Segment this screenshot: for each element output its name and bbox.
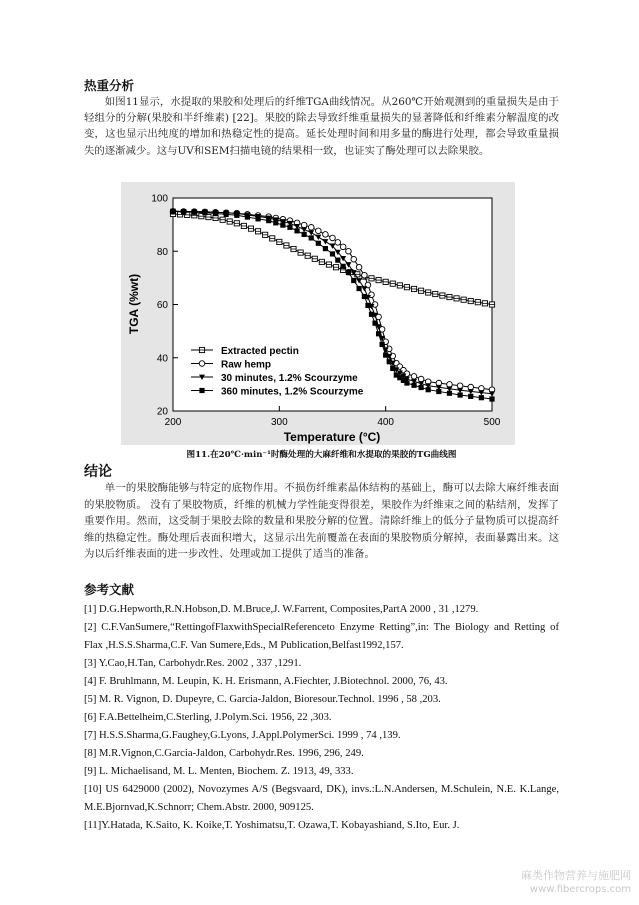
data-point: [404, 380, 409, 385]
data-point: [181, 209, 186, 214]
reference-item: [2] C.F.VanSumere,“RettingofFlaxwithSpecialReferenceto Enzyme Retting”,in: The Biology and Retting of Flax ,H.S.S.Sharma,C.F. Van Sumere,Eds., M Publication,Belfast1992,157.: [84, 622, 559, 651]
data-point: [479, 395, 484, 400]
data-point: [376, 331, 381, 336]
data-point: [468, 394, 473, 399]
data-point: [192, 210, 197, 215]
data-point: [436, 389, 441, 394]
reference-item: [4] F. Bruhlmann, M. Leupin, K. H. Erismann, A.Fiechter, J.Biotechnol. 2000, 76, 43.: [84, 676, 448, 687]
reference-item: [8] M.R.Vignon,C.Garcia-Jaldon, Carbohydr.Res. 1996, 296, 249.: [84, 748, 364, 759]
data-point: [457, 383, 463, 389]
data-point: [213, 211, 218, 216]
data-point: [447, 391, 452, 396]
y-tick-label: 80: [156, 246, 168, 258]
data-point: [411, 383, 416, 388]
watermark-site-name: 麻类作物营养与施肥网: [521, 869, 631, 882]
data-point: [419, 385, 424, 390]
reference-item: [9] L. Michaelisand, M. L. Menten, Biochem. Z. 1913, 49, 333.: [84, 766, 354, 777]
data-point: [356, 286, 361, 291]
data-point: [224, 212, 229, 217]
data-point: [255, 216, 260, 221]
y-tick-label: 60: [156, 300, 168, 311]
section-heading-conclusion: 结论: [84, 464, 112, 480]
site-watermark: [521, 869, 631, 897]
data-point: [199, 388, 204, 393]
tga-figure: [121, 182, 515, 445]
legend-label: 360 minutes, 1.2% Scourzyme: [221, 386, 364, 398]
tga-chart: [121, 182, 515, 445]
data-point: [362, 272, 368, 278]
reference-item: [10] US 6429000 (2002), Novozymes A/S (Begsvaard, DK), invs.:L.N.Andersen, M.Schulein, N.E. K.Lange, M.E.Bjornvad,K.Schnorr; Chem.Abstr. 2000, 909125.: [84, 784, 559, 813]
data-point: [346, 270, 351, 275]
data-point: [294, 228, 299, 233]
data-point: [390, 366, 395, 371]
data-point: [202, 210, 207, 215]
legend-label: Raw hemp: [221, 359, 272, 371]
x-axis-label: Temperature (°C): [283, 430, 381, 444]
reference-item: [3] Y.Cao,H.Tan, Carbohydr.Res. 2002 , 337 ,1291.: [84, 658, 302, 669]
data-point: [411, 374, 417, 380]
data-point: [330, 251, 335, 256]
y-tick-label: 40: [156, 353, 168, 365]
data-point: [458, 392, 463, 397]
data-point: [346, 248, 352, 254]
data-point: [287, 225, 292, 230]
data-point: [426, 387, 431, 392]
data-point: [266, 218, 271, 223]
data-point: [309, 235, 314, 240]
data-point: [273, 220, 278, 225]
data-point: [199, 361, 205, 367]
data-point: [316, 241, 321, 246]
legend-label: 30 minutes, 1.2% Scourzyme: [221, 373, 358, 384]
conclusion-paragraph: 单一的果胶酶能够与特定的底物作用。不损伤纤维素晶体结构的基础上，酶可以去除大麻纤维表面的果胶物质。 没有了果胶物质，纤维的机械力学性能变得很差，果胶作为纤维束之间的粘结剂，发挥了重要作用。然而，这受制于果胶去除的数量和果胶分解的位置。清除纤维上的低分子量物质可以提高纤维的热稳定性。酶处理后表面积增大，这显示出先前覆盖在表面的果胶物质分解掉，表面暴露出来。这为以后纤维表面的进一步改性、处理或加工提供了适当的准备。: [84, 482, 559, 561]
reference-list: [84, 601, 559, 835]
x-tick-label: 200: [164, 417, 182, 428]
section-heading-references: 参考文献: [84, 582, 135, 597]
data-point: [301, 222, 307, 228]
tga-paragraph: 如图11显示，水提取的果胶和处理后的纤维TGA曲线情况。从260℃开始观测到的重量损失是由于轻组分的分解(果胶和半纤维素) [22]。果胶的除去导致纤维重量损失的显著降低和纤维素分解温度的改变，这也显示出纯度的增加和热稳定性的提高。延长处理时间和用多量的酶进行处理，都会导致重量损失的逐渐减少。这与UV和SEM扫描电镜的结果相一致，也证实了酶处理可以去除果胶。: [84, 96, 559, 157]
figure-caption: 图11.在20℃·min⁻¹时酶处理的大麻纤维和水提取的果胶的TG曲线图: [186, 450, 457, 460]
data-point: [170, 209, 175, 214]
data-point: [280, 222, 285, 227]
reference-item: [5] M. R. Vignon, D. Dupeyre, C. Garcia-Jaldon, Bioresour.Technol. 1996 , 58 ,203.: [84, 694, 441, 705]
data-point: [351, 278, 356, 283]
data-point: [330, 235, 336, 241]
data-point: [351, 256, 357, 262]
data-point: [383, 352, 388, 357]
y-tick-label: 20: [156, 406, 168, 418]
y-axis-label: TGA (%wt): [127, 273, 141, 335]
x-tick-label: 300: [270, 417, 288, 428]
reference-item: [6] F.A.Bettelheim,C.Sterling, J.Polym.Sci. 1956, 22 ,303.: [84, 712, 332, 723]
reference-item: [7] H.S.S.Sharma,G.Faughey,G.Lyons, J.Appl.PolymerSci. 1999 , 74 ,139.: [84, 730, 401, 741]
legend-label: Extracted pectin: [221, 346, 299, 357]
data-point: [365, 303, 370, 308]
data-point: [335, 240, 341, 246]
x-tick-label: 400: [377, 417, 395, 428]
data-point: [323, 232, 329, 238]
data-point: [369, 312, 374, 317]
y-tick-label: 100: [151, 193, 168, 205]
reference-item: [1] D.G.Hepworth,R.N.Hobson,D. M.Bruce,J. W.Farrent, Composites,PartA 2000 , 31 ,1279.: [84, 604, 479, 615]
data-point: [372, 321, 377, 326]
x-tick-label: 500: [483, 417, 501, 428]
data-point: [356, 264, 362, 270]
watermark-url: www.fibercrops.com: [529, 884, 631, 895]
data-point: [323, 246, 328, 251]
data-point: [308, 224, 314, 230]
data-point: [316, 228, 322, 234]
data-point: [380, 342, 385, 347]
data-point: [340, 244, 346, 250]
data-point: [489, 396, 494, 401]
data-point: [362, 294, 367, 299]
data-point: [341, 264, 346, 269]
data-point: [302, 232, 307, 237]
data-point: [418, 376, 424, 382]
data-point: [387, 359, 392, 364]
data-point: [245, 214, 250, 219]
data-point: [234, 213, 239, 218]
reference-item: [11]Y.Hatada, K.Saito, K. Koike,T. Yoshimatsu,T. Ozawa,T. Kobayashiand, S.Ito, Eur. J.: [84, 820, 460, 831]
data-point: [335, 258, 340, 263]
section-heading-tga: 热重分析: [84, 78, 135, 93]
